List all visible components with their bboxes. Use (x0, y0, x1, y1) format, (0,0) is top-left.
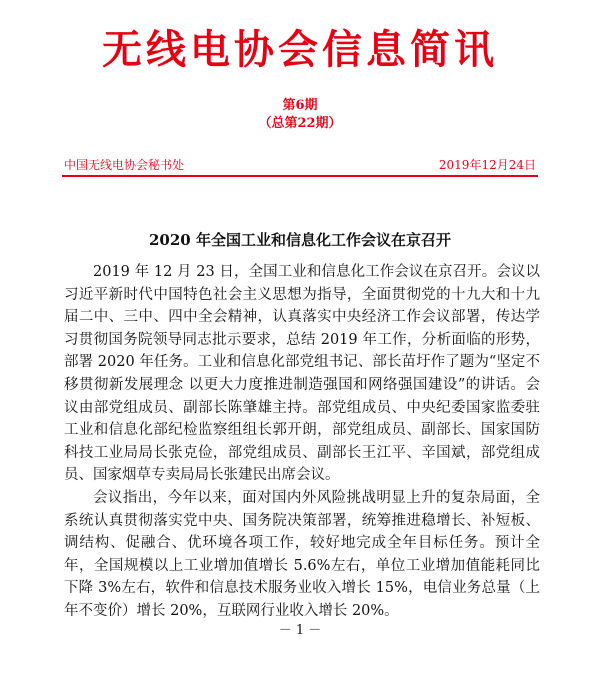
masthead-title: 无线电协会信息简讯 (102, 27, 498, 73)
article-title: 2020 年全国工业和信息化工作会议在京召开 (149, 231, 451, 249)
article-paragraph: 2019 年 12 月 23 日，全国工业和信息化工作会议在京召开。会议以习近平新时代中国特色社会主义思想为指导，全面贯彻党的十九大和十九届二中、三中、四中全会精神，认真落实中央经济工作会议部署，传达学习贯彻国务院领导同志批示要求，总结 2019 年工作，分析面临的形势，部署 2020 年任务。工业和信息化部党组书记、部长苗圩作了题为“坚定不移贯彻新发展理念 以更大力度推进制造强国和网络强国建设”的讲话。会议由部党组成员、副部长陈肇雄主持。部党组成员、中央纪委国家监委驻工业和信息化部纪检监察组组长郭开朗，部党组成员、副部长、国家国防科技工业局局长张克俭，部党组成员、副部长王江平、辛国斌，部党组成员、国家烟草专卖局局长张建民出席会议。 (64, 264, 540, 484)
article-body (64, 261, 540, 623)
publisher-name: 中国无线电协会秘书处 (64, 158, 185, 172)
page-number: － 1 － (278, 623, 322, 638)
total-issue-number: （总第22期） (258, 116, 342, 131)
publication-date: 2019年12月24日 (438, 158, 536, 172)
header-divider (62, 175, 538, 177)
article-paragraph: 会议指出，今年以来，面对国内外风险挑战明显上升的复杂局面，全系统认真贯彻落实党中央、国务院决策部署，统筹推进稳增长、补短板、调结构、促融合、优环境各项工作，较好地完成全年目标任务。预计全年，全国规模以上工业增加值增长 5.6%左右，单位工业增加值能耗同比下降 3%左右，软件和信息技术服务业收入增长 15%，电信业务总量（上年不变价）增长 20%，互联网行业收入增长 20%。 (64, 489, 540, 619)
issue-number: 第6期 (282, 98, 318, 113)
